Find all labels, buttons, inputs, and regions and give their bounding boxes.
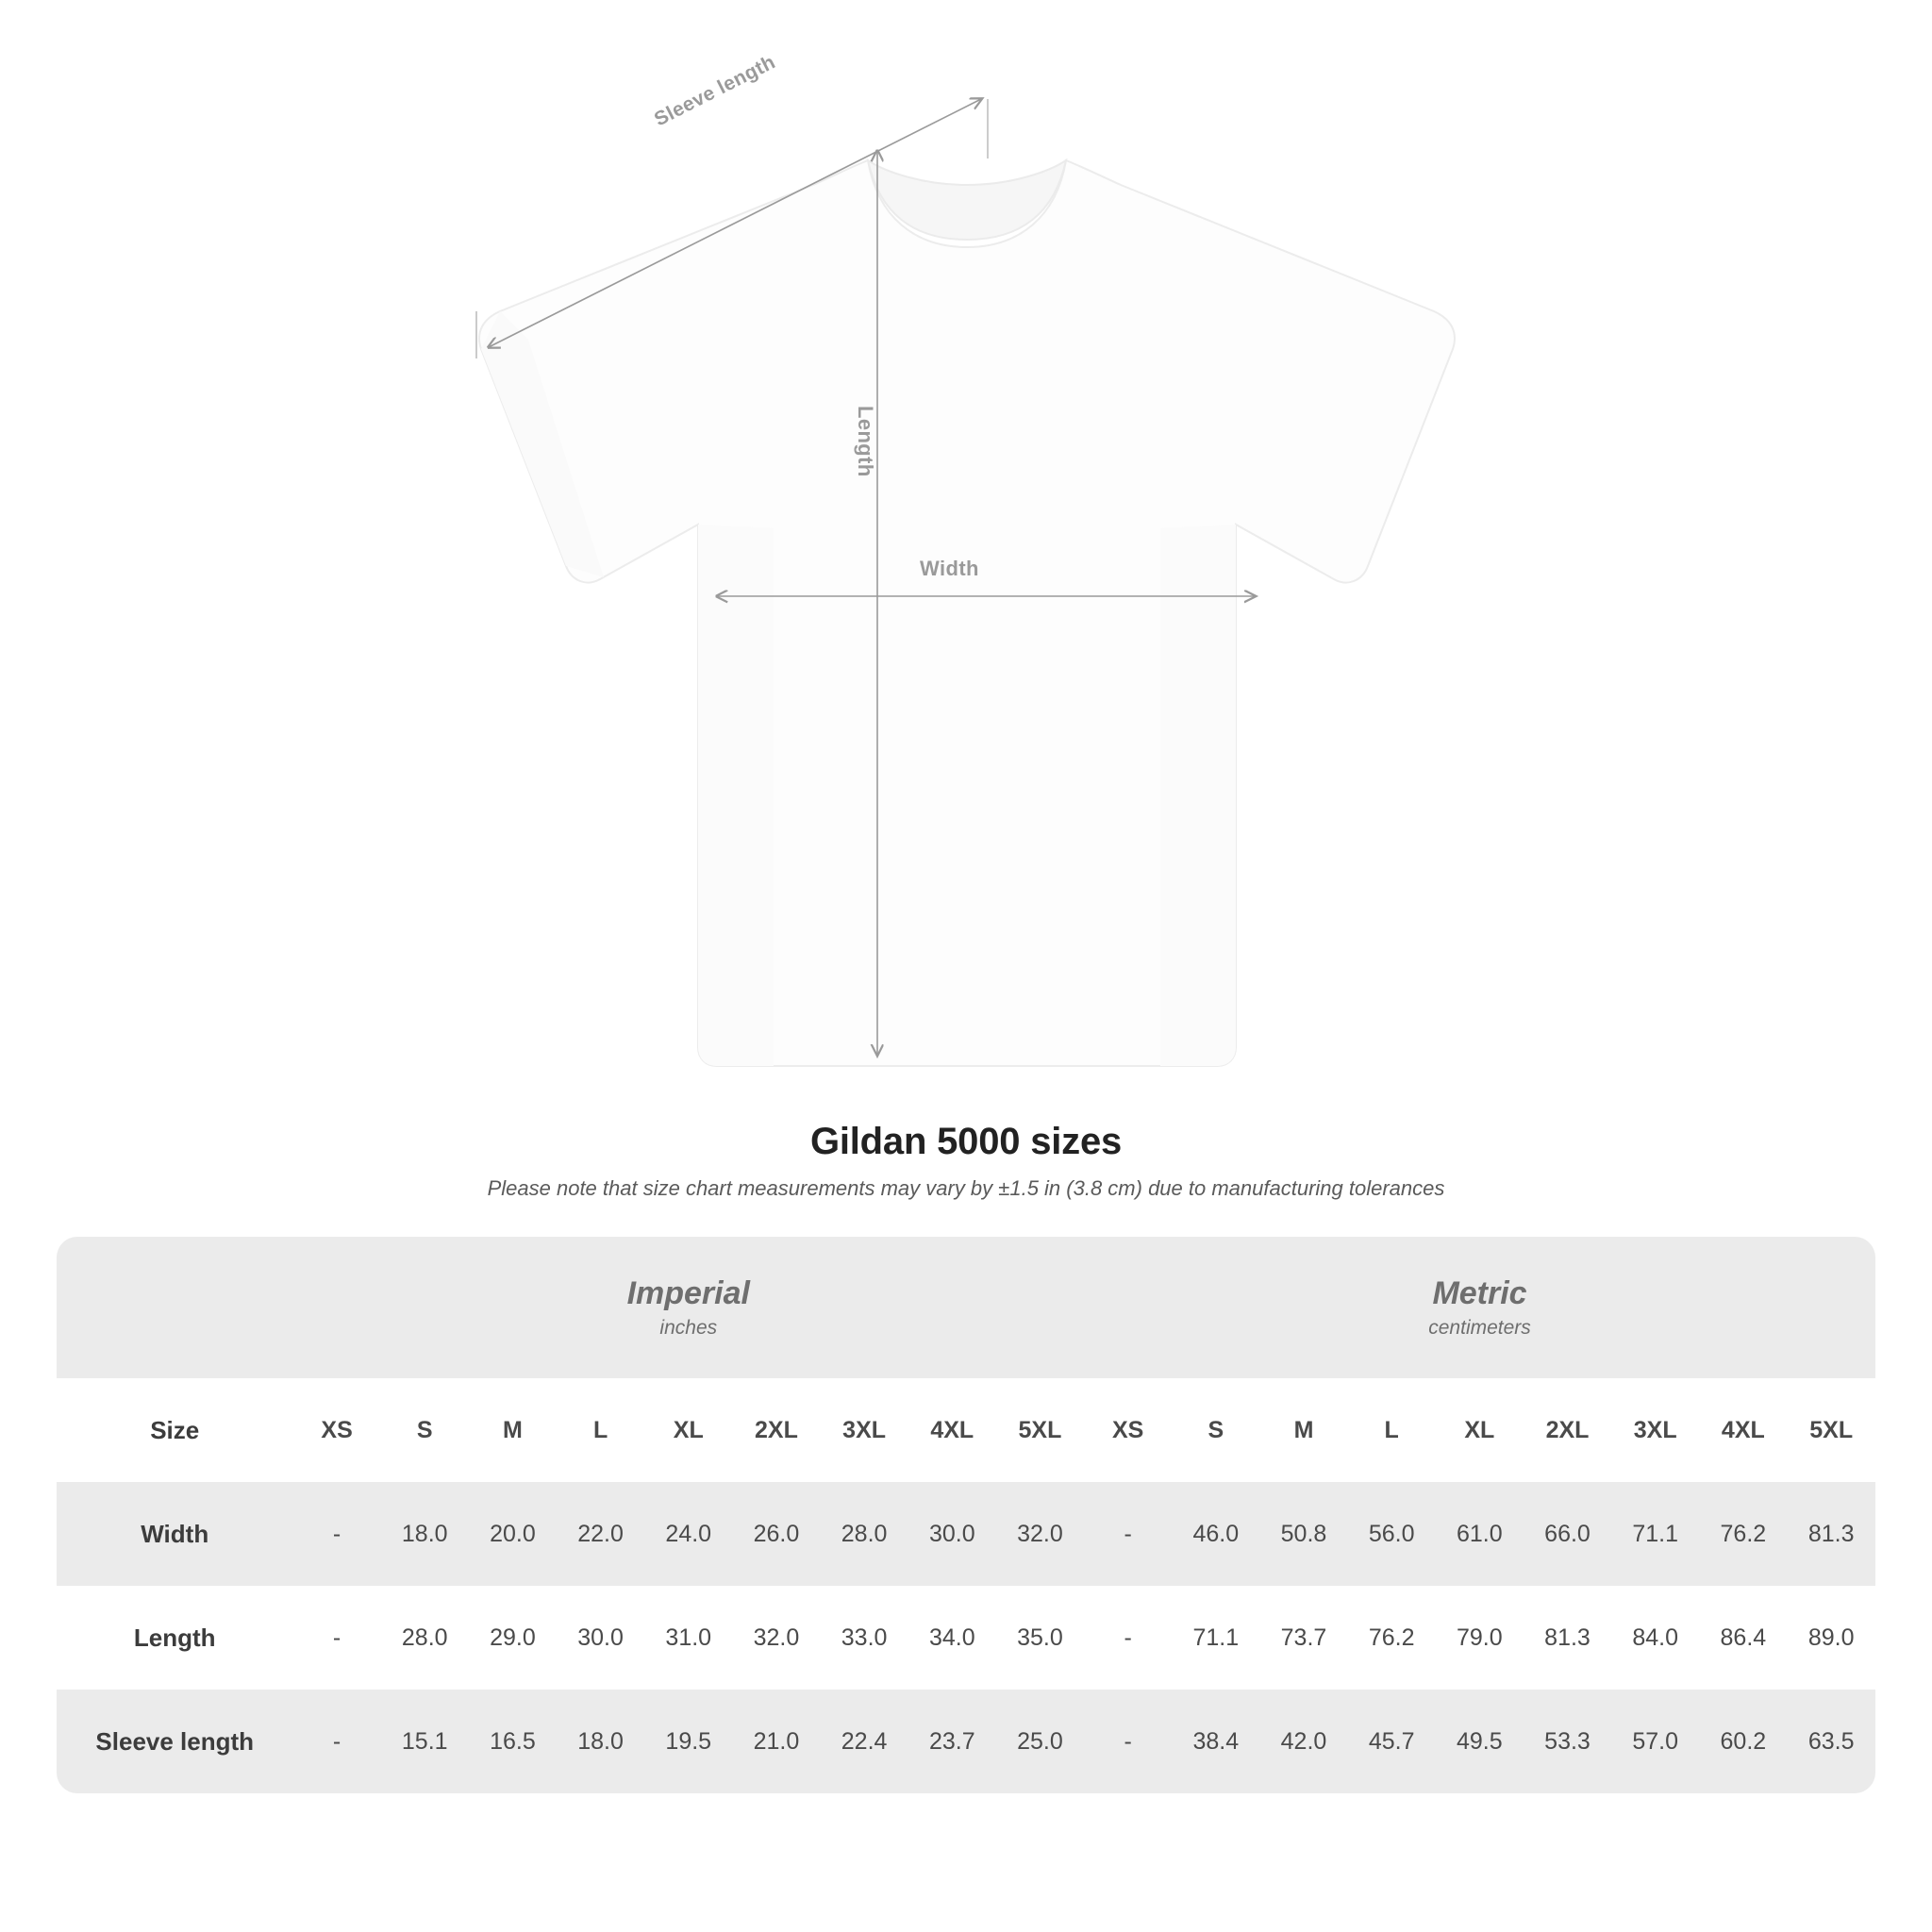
size-header-imperial-xs: XS	[292, 1378, 380, 1482]
cell-width-imperial-5xl: 32.0	[996, 1482, 1084, 1586]
cell-width-metric-xl: 61.0	[1436, 1482, 1524, 1586]
unit-imperial-sub: inches	[659, 1316, 718, 1339]
cell-width-metric-xs: -	[1084, 1482, 1172, 1586]
width-label: Width	[920, 557, 979, 580]
size-header-metric-2xl: 2XL	[1524, 1378, 1611, 1482]
table-row	[57, 1482, 1875, 1586]
unit-imperial-title: Imperial	[626, 1275, 750, 1312]
cell-sleeve-metric-l: 45.7	[1348, 1690, 1436, 1793]
length-label: Length	[854, 406, 877, 477]
cell-length-imperial-l: 30.0	[557, 1586, 644, 1690]
cell-sleeve-metric-5xl: 63.5	[1787, 1690, 1875, 1793]
cell-length-metric-3xl: 84.0	[1611, 1586, 1699, 1690]
cell-width-imperial-xs: -	[292, 1482, 380, 1586]
table-row	[57, 1586, 1875, 1690]
cell-length-imperial-s: 28.0	[381, 1586, 469, 1690]
cell-width-metric-2xl: 66.0	[1524, 1482, 1611, 1586]
cell-sleeve-metric-4xl: 60.2	[1699, 1690, 1787, 1793]
cell-length-metric-xl: 79.0	[1436, 1586, 1524, 1690]
page-title: Gildan 5000 sizes	[809, 1121, 1123, 1162]
cell-length-imperial-2xl: 32.0	[732, 1586, 820, 1690]
size-header-metric-xs: XS	[1084, 1378, 1172, 1482]
size-header-metric-4xl: 4XL	[1699, 1378, 1787, 1482]
cell-length-metric-4xl: 86.4	[1699, 1586, 1787, 1690]
unit-metric-title: Metric	[1432, 1275, 1527, 1312]
size-header-imperial-xl: XL	[644, 1378, 732, 1482]
cell-width-imperial-xl: 24.0	[644, 1482, 732, 1586]
cell-width-imperial-l: 22.0	[557, 1482, 644, 1586]
cell-length-metric-m: 73.7	[1259, 1586, 1347, 1690]
cell-sleeve-metric-2xl: 53.3	[1524, 1690, 1611, 1793]
size-header-metric-m: M	[1259, 1378, 1347, 1482]
cell-sleeve-imperial-l: 18.0	[557, 1690, 644, 1793]
cell-length-metric-s: 71.1	[1172, 1586, 1259, 1690]
cell-sleeve-metric-xs: -	[1084, 1690, 1172, 1793]
size-header-metric-5xl: 5XL	[1787, 1378, 1875, 1482]
cell-width-imperial-4xl: 30.0	[908, 1482, 996, 1586]
unit-metric	[1084, 1237, 1875, 1378]
unit-imperial	[292, 1237, 1084, 1378]
size-header-imperial-l: L	[557, 1378, 644, 1482]
cell-sleeve-imperial-xs: -	[292, 1690, 380, 1793]
row-label-sleeve-length: Sleeve length	[57, 1690, 292, 1793]
cell-sleeve-metric-3xl: 57.0	[1611, 1690, 1699, 1793]
size-header-row	[57, 1378, 1875, 1482]
cell-length-metric-l: 76.2	[1348, 1586, 1436, 1690]
cell-sleeve-imperial-s: 15.1	[381, 1690, 469, 1793]
cell-width-imperial-2xl: 26.0	[732, 1482, 820, 1586]
cell-sleeve-metric-s: 38.4	[1172, 1690, 1259, 1793]
cell-length-metric-xs: -	[1084, 1586, 1172, 1690]
row-label-length: Length	[57, 1586, 292, 1690]
cell-length-imperial-xl: 31.0	[644, 1586, 732, 1690]
cell-length-imperial-5xl: 35.0	[996, 1586, 1084, 1690]
cell-width-metric-5xl: 81.3	[1787, 1482, 1875, 1586]
sleeve-length-label: Sleeve length	[651, 51, 779, 131]
unit-metric-sub: centimeters	[1428, 1316, 1531, 1339]
size-header-metric-xl: XL	[1436, 1378, 1524, 1482]
cell-sleeve-metric-xl: 49.5	[1436, 1690, 1524, 1793]
cell-length-imperial-3xl: 33.0	[821, 1586, 908, 1690]
size-table	[57, 1237, 1875, 1793]
size-header-imperial-5xl: 5XL	[996, 1378, 1084, 1482]
cell-width-imperial-s: 18.0	[381, 1482, 469, 1586]
cell-length-imperial-xs: -	[292, 1586, 380, 1690]
unit-spacer	[57, 1237, 292, 1378]
cell-sleeve-imperial-4xl: 23.7	[908, 1690, 996, 1793]
cell-width-imperial-m: 20.0	[469, 1482, 557, 1586]
title-block	[0, 1121, 1932, 1201]
row-label-width: Width	[57, 1482, 292, 1586]
size-table-wrapper	[57, 1237, 1875, 1793]
size-header-imperial-2xl: 2XL	[732, 1378, 820, 1482]
cell-sleeve-metric-m: 42.0	[1259, 1690, 1347, 1793]
cell-width-metric-l: 56.0	[1348, 1482, 1436, 1586]
cell-width-metric-s: 46.0	[1172, 1482, 1259, 1586]
size-header-imperial-s: S	[381, 1378, 469, 1482]
cell-sleeve-imperial-3xl: 22.4	[821, 1690, 908, 1793]
unit-header-row	[57, 1237, 1875, 1378]
cell-sleeve-imperial-xl: 19.5	[644, 1690, 732, 1793]
cell-sleeve-imperial-2xl: 21.0	[732, 1690, 820, 1793]
cell-width-imperial-3xl: 28.0	[821, 1482, 908, 1586]
cell-sleeve-imperial-5xl: 25.0	[996, 1690, 1084, 1793]
size-header-imperial-3xl: 3XL	[821, 1378, 908, 1482]
tolerance-note: Please note that size chart measurements may vary by ±1.5 in (3.8 cm) due to manufacturing tolerances	[487, 1176, 1445, 1200]
cell-length-imperial-m: 29.0	[469, 1586, 557, 1690]
cell-length-metric-2xl: 81.3	[1524, 1586, 1611, 1690]
size-header-metric-l: L	[1348, 1378, 1436, 1482]
table-row	[57, 1690, 1875, 1793]
cell-length-imperial-4xl: 34.0	[908, 1586, 996, 1690]
size-header-imperial-4xl: 4XL	[908, 1378, 996, 1482]
size-header-metric-s: S	[1172, 1378, 1259, 1482]
cell-width-metric-4xl: 76.2	[1699, 1482, 1787, 1586]
cell-width-metric-m: 50.8	[1259, 1482, 1347, 1586]
cell-sleeve-imperial-m: 16.5	[469, 1690, 557, 1793]
cell-length-metric-5xl: 89.0	[1787, 1586, 1875, 1690]
size-header-label: Size	[57, 1378, 292, 1482]
tshirt-shape	[479, 160, 1455, 1066]
size-header-metric-3xl: 3XL	[1611, 1378, 1699, 1482]
size-header-imperial-m: M	[469, 1378, 557, 1482]
cell-width-metric-3xl: 71.1	[1611, 1482, 1699, 1586]
